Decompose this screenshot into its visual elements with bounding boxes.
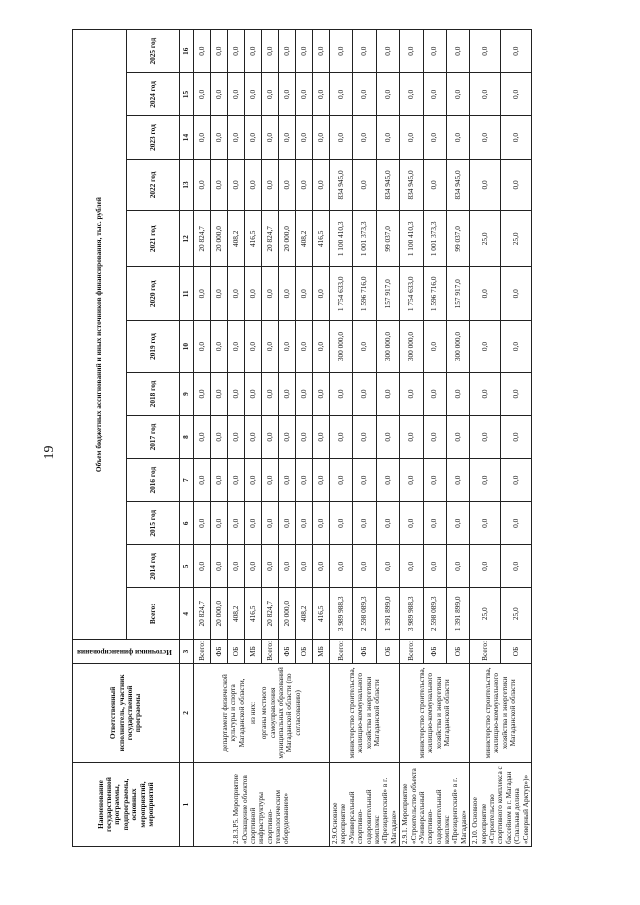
column-number: 3 — [180, 640, 194, 664]
year-value-cell: 0,0 — [245, 73, 262, 116]
year-value-cell: 0,0 — [194, 416, 211, 459]
year-value-cell: 300 000,0 — [330, 321, 353, 373]
year-value-cell: 0,0 — [296, 267, 313, 321]
year-value-cell: 0,0 — [313, 116, 330, 159]
year-value-cell: 0,0 — [279, 159, 296, 211]
source-cell: Всего: — [262, 640, 279, 664]
total-cell: 25,0 — [501, 588, 532, 640]
source-cell: ОБ — [376, 640, 399, 664]
year-value-cell: 0,0 — [446, 116, 469, 159]
total-cell: 416,5 — [313, 588, 330, 640]
year-value-cell: 0,0 — [376, 73, 399, 116]
year-value-cell: 0,0 — [279, 321, 296, 373]
year-value-cell: 0,0 — [194, 267, 211, 321]
col-total-header: Всего: — [126, 588, 180, 640]
year-value-cell: 0,0 — [423, 372, 446, 415]
year-value-cell: 0,0 — [211, 116, 228, 159]
column-number: 10 — [180, 321, 194, 373]
column-number: 15 — [180, 73, 194, 116]
executor-text: органы местного самоуправления муниципальных образований Магаданской области (по согласованию) — [259, 667, 302, 759]
year-value-cell: 0,0 — [211, 459, 228, 502]
year-value-cell: 0,0 — [400, 116, 423, 159]
year-value-cell: 0,0 — [296, 73, 313, 116]
year-value-cell: 0,0 — [330, 116, 353, 159]
year-value-cell: 0,0 — [470, 545, 501, 588]
activity-name: 2.9.1. Мероприятие «Строительство объекта «Универсальный спортивно-оздоровительный комплекс «Президентский» в г. Магадане» — [400, 762, 470, 846]
year-value-cell: 416,5 — [245, 211, 262, 267]
year-value-cell: 0,0 — [470, 321, 501, 373]
year-value-cell: 0,0 — [313, 459, 330, 502]
year-value-cell: 0,0 — [262, 73, 279, 116]
col-executor-header: Ответственный исполнитель, участник государственной программы — [73, 663, 180, 762]
year-value-cell: 0,0 — [470, 30, 501, 73]
col-name-header: Наименование государственной программы, подпрограммы, основных мероприятий, мероприятий — [73, 762, 180, 846]
year-value-cell: 0,0 — [245, 502, 262, 545]
year-value-cell: 0,0 — [228, 30, 245, 73]
year-value-cell: 0,0 — [501, 116, 532, 159]
year-header: 2014 год — [126, 545, 180, 588]
col-source-header — [73, 640, 180, 664]
year-value-cell: 0,0 — [400, 459, 423, 502]
year-value-cell: 0,0 — [376, 116, 399, 159]
year-value-cell: 0,0 — [262, 372, 279, 415]
year-value-cell: 834 945,0 — [400, 159, 423, 211]
year-value-cell: 0,0 — [245, 30, 262, 73]
total-cell: 408,2 — [296, 588, 313, 640]
year-header: 2018 год — [126, 372, 180, 415]
year-value-cell: 0,0 — [262, 545, 279, 588]
source-cell: ФБ — [353, 640, 376, 664]
year-value-cell: 1 754 633,0 — [330, 267, 353, 321]
total-cell: 20 824,7 — [262, 588, 279, 640]
year-value-cell: 0,0 — [501, 372, 532, 415]
year-value-cell: 0,0 — [296, 416, 313, 459]
total-cell: 2 598 089,3 — [423, 588, 446, 640]
year-value-cell: 0,0 — [470, 416, 501, 459]
year-value-cell: 0,0 — [446, 372, 469, 415]
year-value-cell: 20 824,7 — [194, 211, 211, 267]
year-value-cell: 0,0 — [353, 73, 376, 116]
year-value-cell: 0,0 — [353, 116, 376, 159]
year-value-cell: 99 037,0 — [376, 211, 399, 267]
executor-text: департамент физической культуры и спорта Магаданской области, — [219, 674, 246, 752]
year-value-cell: 834 945,0 — [376, 159, 399, 211]
year-value-cell: 0,0 — [376, 416, 399, 459]
executor-cell — [470, 663, 532, 762]
year-header: 2020 год — [126, 267, 180, 321]
year-value-cell: 0,0 — [353, 159, 376, 211]
year-value-cell: 0,0 — [245, 159, 262, 211]
year-value-cell: 0,0 — [228, 416, 245, 459]
source-cell: Всего: — [330, 640, 353, 664]
year-value-cell: 834 945,0 — [446, 159, 469, 211]
year-value-cell: 0,0 — [313, 502, 330, 545]
year-value-cell: 0,0 — [228, 502, 245, 545]
year-value-cell: 0,0 — [400, 30, 423, 73]
source-cell: ФБ — [423, 640, 446, 664]
year-value-cell: 0,0 — [194, 30, 211, 73]
page-number: 19 — [42, 445, 57, 460]
year-value-cell: 0,0 — [279, 545, 296, 588]
year-value-cell: 0,0 — [262, 159, 279, 211]
year-value-cell: 0,0 — [211, 30, 228, 73]
source-cell: ОБ — [446, 640, 469, 664]
year-value-cell: 0,0 — [470, 502, 501, 545]
year-value-cell: 0,0 — [400, 372, 423, 415]
year-value-cell: 0,0 — [423, 416, 446, 459]
column-number: 1 — [180, 762, 194, 846]
year-value-cell: 0,0 — [228, 459, 245, 502]
year-value-cell: 0,0 — [470, 459, 501, 502]
year-value-cell: 0,0 — [353, 30, 376, 73]
year-value-cell: 0,0 — [262, 116, 279, 159]
executor-text: из них: — [247, 701, 257, 724]
year-value-cell: 0,0 — [296, 159, 313, 211]
year-value-cell: 0,0 — [423, 459, 446, 502]
year-value-cell: 408,2 — [296, 211, 313, 267]
year-value-cell: 0,0 — [376, 30, 399, 73]
total-cell: 25,0 — [470, 588, 501, 640]
year-value-cell: 25,0 — [470, 211, 501, 267]
year-header: 2019 год — [126, 321, 180, 373]
executor-text: министерство строительства, жилищно-коммунального хозяйства и энергетики Магаданской области — [416, 667, 452, 759]
year-header: 2015 год — [126, 502, 180, 545]
year-value-cell: 300 000,0 — [400, 321, 423, 373]
total-cell: 408,2 — [228, 588, 245, 640]
year-value-cell: 0,0 — [194, 545, 211, 588]
year-value-cell: 0,0 — [245, 116, 262, 159]
year-value-cell: 0,0 — [279, 116, 296, 159]
column-number: 11 — [180, 267, 194, 321]
activity-name: 2.10. Основное мероприятие «Строительство спортивного комплекса с бассейном в г. Магадан (Спальная долина «Северный Арктур»)» — [470, 762, 532, 846]
year-value-cell: 0,0 — [313, 372, 330, 415]
source-cell: Всего: — [194, 640, 211, 664]
year-value-cell: 0,0 — [228, 321, 245, 373]
year-value-cell: 0,0 — [330, 416, 353, 459]
year-value-cell: 0,0 — [423, 502, 446, 545]
total-cell: 3 989 988,3 — [330, 588, 353, 640]
year-value-cell: 0,0 — [211, 502, 228, 545]
total-cell: 2 598 089,3 — [353, 588, 376, 640]
year-value-cell: 0,0 — [501, 73, 532, 116]
year-value-cell: 0,0 — [228, 159, 245, 211]
year-value-cell: 0,0 — [279, 459, 296, 502]
source-cell: МБ — [313, 640, 330, 664]
year-value-cell: 0,0 — [194, 372, 211, 415]
total-cell: 20 000,0 — [279, 588, 296, 640]
year-value-cell: 0,0 — [400, 545, 423, 588]
year-value-cell: 0,0 — [296, 545, 313, 588]
year-value-cell: 0,0 — [501, 267, 532, 321]
source-cell: Всего: — [400, 640, 423, 664]
source-cell: МБ — [245, 640, 262, 664]
year-header: 2023 год — [126, 116, 180, 159]
year-value-cell: 0,0 — [194, 502, 211, 545]
source-cell: ОБ — [228, 640, 245, 664]
year-value-cell: 0,0 — [228, 73, 245, 116]
year-value-cell: 1 001 373,3 — [353, 211, 376, 267]
year-value-cell: 20 000,0 — [211, 211, 228, 267]
year-value-cell: 0,0 — [296, 30, 313, 73]
year-value-cell: 0,0 — [228, 372, 245, 415]
total-cell: 20 000,0 — [211, 588, 228, 640]
year-value-cell: 0,0 — [400, 502, 423, 545]
year-value-cell: 0,0 — [330, 545, 353, 588]
funding-table — [72, 29, 532, 847]
year-value-cell: 0,0 — [313, 159, 330, 211]
column-number: 9 — [180, 372, 194, 415]
year-value-cell: 0,0 — [228, 267, 245, 321]
year-value-cell: 157 917,0 — [446, 267, 469, 321]
column-number: 7 — [180, 459, 194, 502]
year-value-cell: 0,0 — [376, 502, 399, 545]
year-value-cell: 20 824,7 — [262, 211, 279, 267]
year-value-cell: 0,0 — [353, 372, 376, 415]
year-value-cell: 0,0 — [313, 267, 330, 321]
year-value-cell: 0,0 — [446, 30, 469, 73]
column-number: 12 — [180, 211, 194, 267]
year-value-cell: 25,0 — [501, 211, 532, 267]
year-value-cell: 0,0 — [296, 459, 313, 502]
year-value-cell: 1 754 633,0 — [400, 267, 423, 321]
year-value-cell: 0,0 — [376, 545, 399, 588]
year-header: 2016 год — [126, 459, 180, 502]
column-number: 16 — [180, 30, 194, 73]
year-value-cell: 0,0 — [501, 459, 532, 502]
year-value-cell: 0,0 — [446, 73, 469, 116]
year-value-cell: 0,0 — [194, 459, 211, 502]
year-value-cell: 0,0 — [501, 321, 532, 373]
year-value-cell: 0,0 — [423, 321, 446, 373]
year-value-cell: 0,0 — [245, 372, 262, 415]
activity-name: 2.8.3.Р5. Мероприятие «Оснащение объектов спортивной инфраструктуры спортивно-технологическим оборудованием» — [194, 762, 330, 846]
year-header: 2024 год — [126, 73, 180, 116]
year-value-cell: 0,0 — [376, 372, 399, 415]
year-value-cell: 416,5 — [313, 211, 330, 267]
year-value-cell: 0,0 — [470, 372, 501, 415]
year-value-cell: 0,0 — [245, 459, 262, 502]
year-value-cell: 300 000,0 — [446, 321, 469, 373]
table-row — [400, 30, 423, 847]
year-value-cell: 0,0 — [245, 267, 262, 321]
col-funding-header: Объем бюджетных ассигнований и иных источников финансирования, тыс. рублей — [73, 30, 127, 640]
total-cell: 1 391 899,0 — [446, 588, 469, 640]
year-value-cell: 0,0 — [376, 459, 399, 502]
year-value-cell: 0,0 — [279, 267, 296, 321]
year-value-cell: 0,0 — [279, 73, 296, 116]
year-header: 2025 год — [126, 30, 180, 73]
column-number: 4 — [180, 588, 194, 640]
year-value-cell: 300 000,0 — [376, 321, 399, 373]
year-value-cell: 0,0 — [211, 267, 228, 321]
year-value-cell: 1 100 410,3 — [400, 211, 423, 267]
column-number: 13 — [180, 159, 194, 211]
year-value-cell: 0,0 — [313, 30, 330, 73]
year-value-cell: 0,0 — [470, 73, 501, 116]
year-value-cell: 0,0 — [501, 159, 532, 211]
column-number: 2 — [180, 663, 194, 762]
year-value-cell: 0,0 — [228, 545, 245, 588]
year-value-cell: 0,0 — [501, 545, 532, 588]
year-value-cell: 0,0 — [262, 267, 279, 321]
year-value-cell: 0,0 — [353, 459, 376, 502]
year-value-cell: 0,0 — [470, 116, 501, 159]
year-value-cell: 0,0 — [470, 267, 501, 321]
executor-cell — [400, 663, 470, 762]
year-value-cell: 0,0 — [470, 159, 501, 211]
year-value-cell: 1 001 373,3 — [423, 211, 446, 267]
year-value-cell: 0,0 — [194, 116, 211, 159]
source-cell: ФБ — [279, 640, 296, 664]
col-source-label: Источники финансирования — [77, 647, 173, 657]
year-value-cell: 0,0 — [262, 459, 279, 502]
executor-cell — [330, 663, 400, 762]
source-cell: ОБ — [501, 640, 532, 664]
year-value-cell: 0,0 — [313, 321, 330, 373]
table-row — [330, 30, 353, 847]
activity-name: 2.9.Основное мероприятие «Универсальный спортивно-оздоровительный комплекс «Президентский» в г. Магадане» — [330, 762, 400, 846]
total-cell: 20 824,7 — [194, 588, 211, 640]
year-value-cell: 0,0 — [313, 545, 330, 588]
year-value-cell: 0,0 — [423, 545, 446, 588]
year-value-cell: 0,0 — [423, 73, 446, 116]
total-cell: 416,5 — [245, 588, 262, 640]
year-value-cell: 408,2 — [228, 211, 245, 267]
year-value-cell: 1 100 410,3 — [330, 211, 353, 267]
year-value-cell: 1 596 716,0 — [423, 267, 446, 321]
year-value-cell: 0,0 — [194, 159, 211, 211]
column-number: 8 — [180, 416, 194, 459]
year-value-cell: 0,0 — [446, 502, 469, 545]
year-header: 2021 год — [126, 211, 180, 267]
year-value-cell: 0,0 — [211, 372, 228, 415]
total-cell: 3 989 988,3 — [400, 588, 423, 640]
year-value-cell: 0,0 — [279, 416, 296, 459]
year-value-cell: 0,0 — [330, 73, 353, 116]
year-value-cell: 0,0 — [262, 321, 279, 373]
year-value-cell: 0,0 — [501, 416, 532, 459]
year-value-cell: 0,0 — [423, 159, 446, 211]
source-cell: ФБ — [211, 640, 228, 664]
year-value-cell: 0,0 — [501, 502, 532, 545]
year-value-cell: 0,0 — [211, 416, 228, 459]
table-row — [194, 30, 211, 847]
year-value-cell: 0,0 — [245, 545, 262, 588]
year-value-cell: 0,0 — [211, 545, 228, 588]
year-value-cell: 0,0 — [353, 545, 376, 588]
year-value-cell: 0,0 — [330, 372, 353, 415]
year-value-cell: 0,0 — [446, 459, 469, 502]
year-value-cell: 0,0 — [228, 116, 245, 159]
year-value-cell: 0,0 — [400, 73, 423, 116]
year-header: 2022 год — [126, 159, 180, 211]
executor-text: министерство строительства, жилищно-коммунального хозяйства и энергетики Магаданской области — [346, 667, 381, 759]
year-value-cell: 0,0 — [194, 321, 211, 373]
table-row — [470, 30, 501, 847]
year-value-cell: 0,0 — [446, 545, 469, 588]
table-header — [73, 30, 194, 847]
year-value-cell: 0,0 — [313, 416, 330, 459]
year-header: 2017 год — [126, 416, 180, 459]
year-value-cell: 0,0 — [211, 159, 228, 211]
year-value-cell: 0,0 — [262, 416, 279, 459]
year-value-cell: 20 000,0 — [279, 211, 296, 267]
source-cell: ОБ — [296, 640, 313, 664]
source-cell: Всего: — [470, 640, 501, 664]
column-number: 5 — [180, 545, 194, 588]
year-value-cell: 0,0 — [245, 416, 262, 459]
column-number: 14 — [180, 116, 194, 159]
year-value-cell: 0,0 — [313, 73, 330, 116]
year-value-cell: 0,0 — [330, 30, 353, 73]
year-value-cell: 0,0 — [400, 416, 423, 459]
year-value-cell: 0,0 — [330, 459, 353, 502]
year-value-cell: 99 037,0 — [446, 211, 469, 267]
year-value-cell: 834 945,0 — [330, 159, 353, 211]
year-value-cell: 0,0 — [279, 372, 296, 415]
year-value-cell: 0,0 — [279, 502, 296, 545]
year-value-cell: 0,0 — [262, 30, 279, 73]
year-value-cell: 0,0 — [194, 73, 211, 116]
year-value-cell: 0,0 — [211, 73, 228, 116]
year-value-cell: 0,0 — [423, 116, 446, 159]
executor-text: министерство строительства, жилищно-коммунального хозяйства и энергетики Магаданской области — [482, 667, 517, 759]
year-value-cell: 0,0 — [296, 372, 313, 415]
year-value-cell: 0,0 — [353, 502, 376, 545]
year-value-cell: 0,0 — [296, 502, 313, 545]
executor-cell — [194, 663, 330, 762]
year-value-cell: 0,0 — [353, 416, 376, 459]
year-value-cell: 0,0 — [296, 116, 313, 159]
year-value-cell: 0,0 — [296, 321, 313, 373]
year-value-cell: 0,0 — [353, 321, 376, 373]
year-value-cell: 0,0 — [501, 30, 532, 73]
column-numbers-row — [180, 30, 194, 847]
table-body — [194, 30, 532, 847]
total-cell: 1 391 899,0 — [376, 588, 399, 640]
year-value-cell: 0,0 — [446, 416, 469, 459]
year-value-cell: 0,0 — [262, 502, 279, 545]
year-value-cell: 0,0 — [423, 30, 446, 73]
year-value-cell: 1 596 716,0 — [353, 267, 376, 321]
year-value-cell: 0,0 — [211, 321, 228, 373]
year-value-cell: 0,0 — [279, 30, 296, 73]
year-value-cell: 0,0 — [330, 502, 353, 545]
year-value-cell: 157 917,0 — [376, 267, 399, 321]
column-number: 6 — [180, 502, 194, 545]
year-value-cell: 0,0 — [245, 321, 262, 373]
